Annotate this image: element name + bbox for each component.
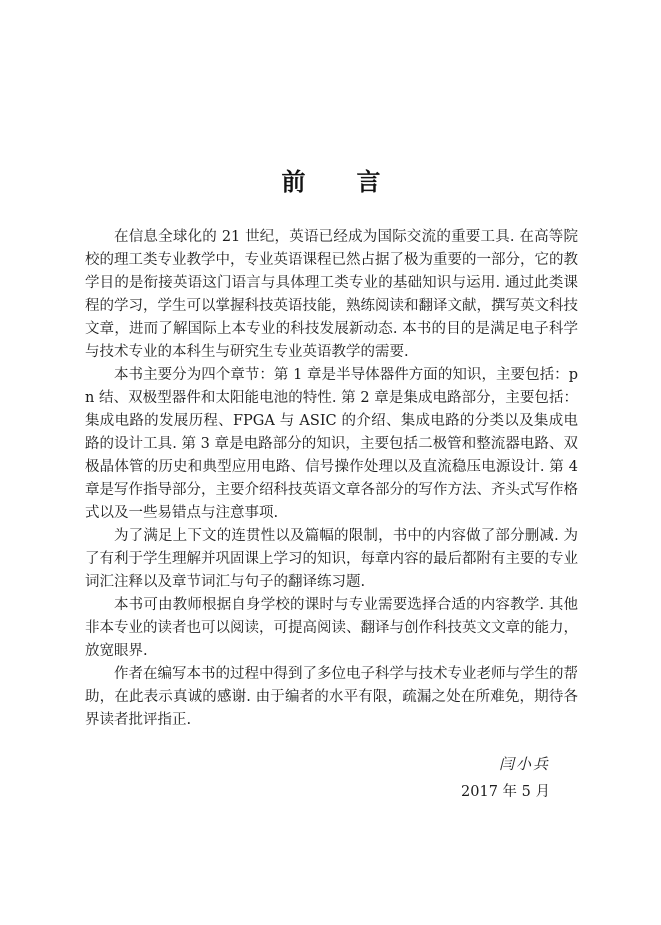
paragraph-audience: 本书可由教师根据自身学校的课时与专业需要选择合适的内容教学. 其他非本专业的读者也可以阅读，可提高阅读、翻译与创作科技英文文章的能力，放宽眼界. [85, 597, 578, 659]
signature-block [85, 752, 578, 804]
paragraph-acknowledgements: 作者在编写本书的过程中得到了多位电子科学与技术专业老师与学生的帮助，在此表示真诚的感谢. 由于编者的水平有限，疏漏之处在所难免，期待各界读者批评指正. [85, 666, 578, 728]
paragraph-intro: 在信息全球化的 21 世纪，英语已经成为国际交流的重要工具. 在高等院校的理工类专业教学中，专业英语课程已然占据了极为重要的一部分，它的教学目的是衔接英语这门语言与具体理工类专业的基础知识与运用. 通过此类课程的学习，学生可以掌握科技英语技能，熟练阅读和翻译文献，撰写英文科技文章，进而了解国际上本专业的科技发展新动态. 本书的目的是满足电子科学与技术专业的本科生与研究生专业英语教学的需要. [85, 229, 578, 360]
signature-date: 2017 年 5 月 [461, 784, 550, 800]
page-title: 前 言 [281, 167, 382, 196]
author-signature: 闫小兵 [498, 755, 550, 773]
page-content [85, 0, 578, 804]
preface-body [85, 226, 578, 732]
paragraph-chapters-overview: 本书主要分为四个章节：第 1 章是半导体器件方面的知识，主要包括：pn 结、双极型器件和太阳能电池的特性. 第 2 章是集成电路部分，主要包括：集成电路的发展历程、FPGA 与 ASIC 的介绍、集成电路的分类以及集成电路的设计工具. 第 3 章是电路部分的知识，主要包括二极管和整流器电路、双极晶体管的历史和典型应用电路、信号操作处理以及直流稳压电源设计. 第 4 章是写作指导部分，主要介绍科技英语文章各部分的写作方法、齐头式写作格式以及一些易错点与注意事项. [85, 367, 578, 521]
paragraph-content-notes: 为了满足上下文的连贯性以及篇幅的限制，书中的内容做了部分删减. 为了有利于学生理解并巩固课上学习的知识，每章内容的最后都附有主要的专业词汇注释以及章节词汇与句子的翻译练习题. [85, 528, 578, 590]
